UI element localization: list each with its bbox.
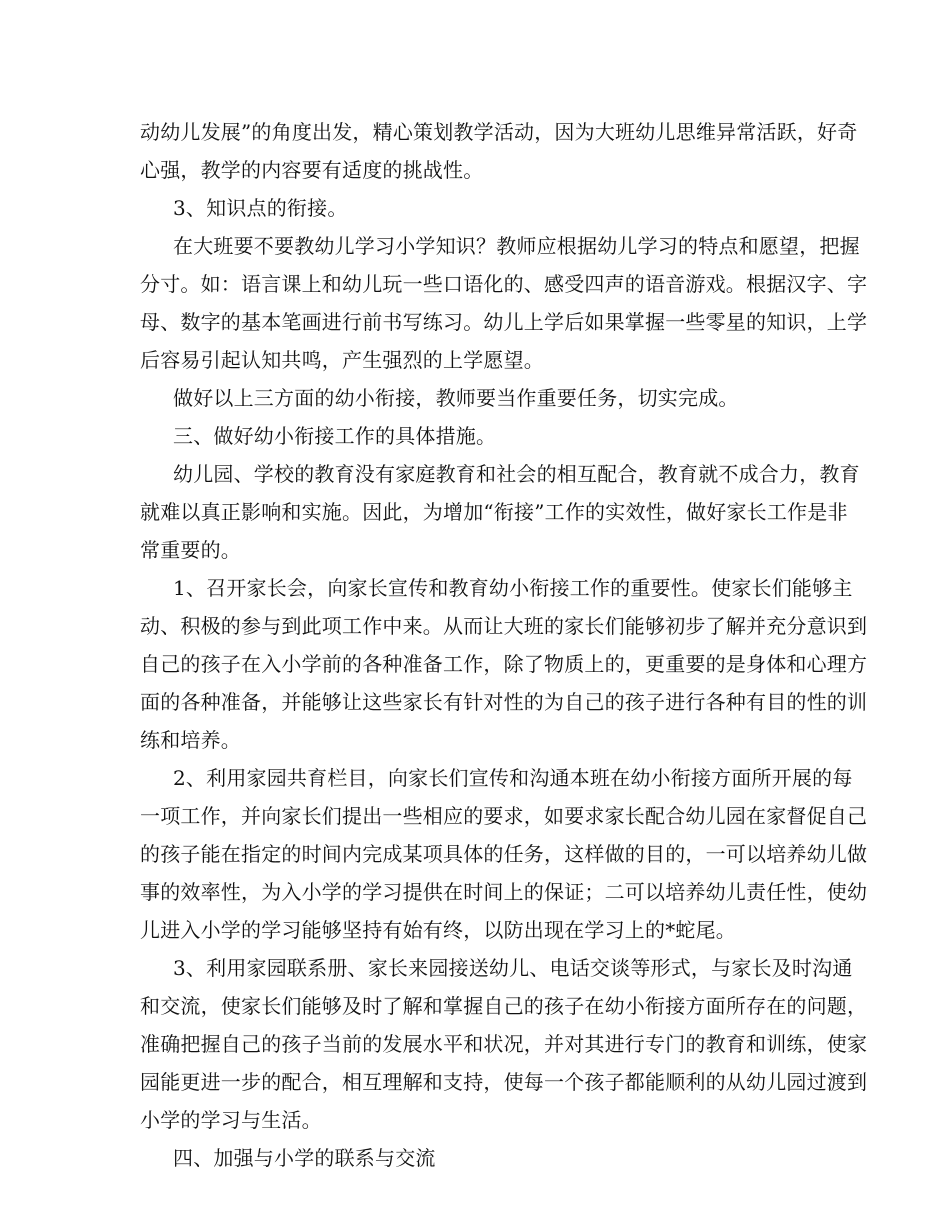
text-line: 一项工作，并向家长们提出一些相应的要求，如要求家长配合幼儿园在家督促自己 xyxy=(140,804,868,828)
text-line: 常重要的。 xyxy=(140,538,241,562)
section-heading: 3、知识点的衔接。 xyxy=(173,196,348,220)
text-line: 心强，教学的内容要有适度的挑战性。 xyxy=(140,158,484,182)
text-line: 动幼儿发展”的角度出发，精心策划教学活动，因为大班幼儿思维异常活跃，好奇 xyxy=(140,120,858,144)
section-heading: 四、加强与小学的联系与交流 xyxy=(173,1146,436,1170)
text-line: 儿进入小学的学习能够坚持有始有终，以防出现在学习上的*蛇尾。 xyxy=(140,918,736,942)
text-line: 就难以真正影响和实施。因此，为增加“衔接”工作的实效性，做好家长工作是非 xyxy=(140,500,848,524)
text-line: 和交流，使家长们能够及时了解和掌握自己的孩子在幼小衔接方面所存在的问题， xyxy=(140,994,868,1018)
text-line: 的孩子能在指定的时间内完成某项具体的任务，这样做的目的，一可以培养幼儿做 xyxy=(140,842,868,866)
text-line: 准确把握自己的孩子当前的发展水平和状况，并对其进行专门的教育和训练，使家 xyxy=(140,1032,868,1056)
paragraph-line: 1、召开家长会，向家长宣传和教育幼小衔接工作的重要性。使家长们能够主 xyxy=(173,576,853,600)
text-line: 练和培养。 xyxy=(140,728,241,752)
paragraph-line: 幼儿园、学校的教育没有家庭教育和社会的相互配合，教育就不成合力，教育 xyxy=(173,462,860,486)
text-line: 园能更进一步的配合，相互理解和支持，使每一个孩子都能顺利的从幼儿园过渡到 xyxy=(140,1070,868,1094)
paragraph-line: 做好以上三方面的幼小衔接，教师要当作重要任务，切实完成。 xyxy=(173,386,739,410)
text-line: 自己的孩子在入小学前的各种准备工作，除了物质上的，更重要的是身体和心理方 xyxy=(140,652,868,676)
text-line: 母、数字的基本笔画进行前书写练习。幼儿上学后如果掌握一些零星的知识，上学 xyxy=(140,310,868,334)
text-line: 后容易引起认知共鸣，产生强烈的上学愿望。 xyxy=(140,348,544,372)
paragraph-line: 2、利用家园共育栏目，向家长们宣传和沟通本班在幼小衔接方面所开展的每 xyxy=(173,766,853,790)
paragraph-line: 3、利用家园联系册、家长来园接送幼儿、电话交谈等形式，与家长及时沟通 xyxy=(173,956,853,980)
text-line: 面的各种准备，并能够让这些家长有针对性的为自己的孩子进行各种有目的性的训 xyxy=(140,690,868,714)
text-line: 事的效率性，为入小学的学习提供在时间上的保证；二可以培养幼儿责任性，使幼 xyxy=(140,880,868,904)
text-line: 动、积极的参与到此项工作中来。从而让大班的家长们能够初步了解并充分意识到 xyxy=(140,614,868,638)
text-line: 分寸。如：语言课上和幼儿玩一些口语化的、感受四声的语音游戏。根据汉字、字 xyxy=(140,272,868,296)
text-line: 小学的学习与生活。 xyxy=(140,1108,322,1132)
section-heading: 三、做好幼小衔接工作的具体措施。 xyxy=(173,424,497,448)
paragraph-line: 在大班要不要教幼儿学习小学知识？教师应根据幼儿学习的特点和愿望，把握 xyxy=(173,234,860,258)
